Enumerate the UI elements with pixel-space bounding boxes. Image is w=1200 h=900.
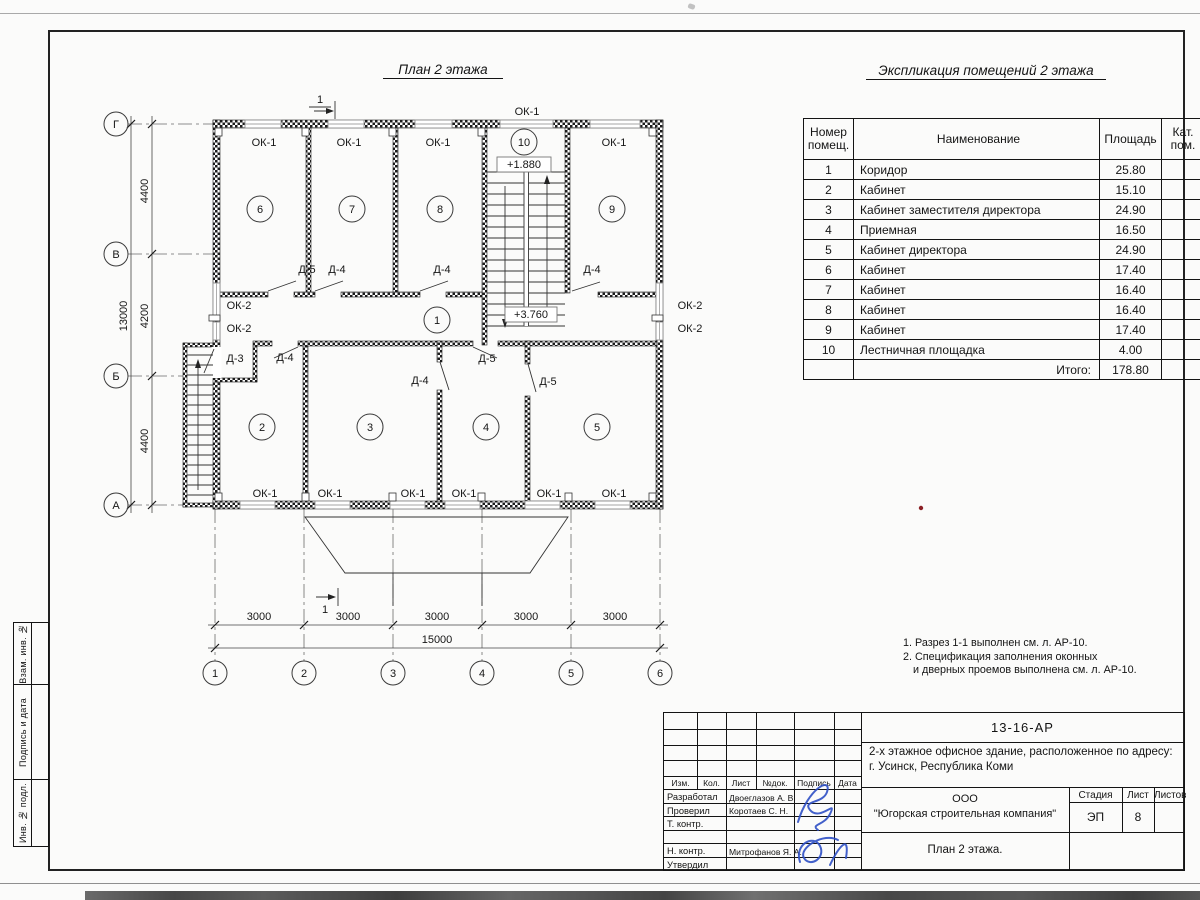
col-header-name: Наименование: [854, 119, 1100, 160]
side-stamp-label: Взам. инв. №: [17, 623, 28, 684]
door-label: Д-4: [411, 375, 429, 387]
dim-value: 13000: [118, 300, 130, 332]
side-stamp-label: Инв. № подл.: [17, 782, 28, 843]
table-cell: Кабинет: [854, 260, 1100, 280]
total-label: Итого:: [854, 360, 1100, 380]
side-stamp-section: [13, 622, 49, 684]
table-cell: [1162, 160, 1200, 180]
room-number: 8: [436, 204, 444, 216]
table-cell: 2: [804, 180, 854, 200]
table-cell: Кабинет: [854, 280, 1100, 300]
grid-bubble: 4: [478, 668, 486, 680]
table-cell: [1162, 200, 1200, 220]
table-total-row: [804, 360, 1200, 380]
doc-number: 13-16-АР: [991, 720, 1054, 735]
table-cell: 7: [804, 280, 854, 300]
table-row: [804, 260, 1200, 280]
table-cell: 16.40: [1100, 300, 1162, 320]
elevation-value: +1.880: [507, 159, 541, 171]
table-cell: 1: [804, 160, 854, 180]
table-cell: Лестничная площадка: [854, 340, 1100, 360]
dim-value: 3000: [335, 611, 361, 623]
table-cell: Коридор: [854, 160, 1100, 180]
drawing-notes: [903, 637, 1137, 678]
table-cell: 15.10: [1100, 180, 1162, 200]
signature-scribble: [798, 785, 832, 830]
window-label-ok2: ОК-2: [677, 323, 703, 335]
tb-role: Разработал: [667, 792, 718, 802]
room-number: 7: [348, 204, 356, 216]
table-row: [804, 200, 1200, 220]
table-row: [804, 280, 1200, 300]
table-cell: 4: [804, 220, 854, 240]
window-label-ok1: ОК-1: [601, 488, 627, 500]
door-label: Д-5: [298, 264, 316, 276]
stairs-main: [487, 172, 565, 328]
col-header-line: Номер: [810, 125, 847, 139]
table-cell: 24.90: [1100, 200, 1162, 220]
table-cell: Кабинет: [854, 320, 1100, 340]
table-cell: 16.40: [1100, 280, 1162, 300]
window-label-ok1: ОК-1: [252, 488, 278, 500]
table-cell: [1162, 220, 1200, 240]
table-cell: [1162, 280, 1200, 300]
sheet-label: Лист: [1127, 790, 1149, 801]
table-row: [804, 340, 1200, 360]
table-cell: 24.90: [1100, 240, 1162, 260]
table-row: [804, 220, 1200, 240]
side-stamp-label: Подпись и дата: [17, 697, 28, 767]
sheets-label: Листов: [1154, 790, 1187, 801]
room-number: 2: [258, 422, 266, 434]
dim-value: 4400: [139, 178, 151, 204]
sheet-title: План 2 этажа.: [927, 844, 1003, 856]
side-stamp-empty-cell: [32, 685, 48, 779]
note-line: 1. Разрез 1-1 выполнен см. л. АР-10.: [903, 637, 1088, 649]
col-header-line: Кат.: [1172, 125, 1194, 139]
door-label: Д-5: [478, 353, 496, 365]
window-label-ok1: ОК-1: [317, 488, 343, 500]
signature-scribble: [799, 838, 847, 865]
window-label-ok1: ОК-1: [451, 488, 477, 500]
door-label: Д-4: [583, 264, 601, 276]
signatures-overlay: [780, 770, 910, 875]
room-number: 6: [256, 204, 264, 216]
note-line: 2. Спецификация заполнения оконных: [903, 650, 1098, 663]
total-empty-cell: [804, 360, 854, 380]
tb-col-izm: Изм.: [671, 778, 690, 788]
grid-bubble: Г: [113, 119, 119, 131]
table-cell: 17.40: [1100, 260, 1162, 280]
stairs-external: [187, 355, 213, 495]
title-block: [663, 712, 1185, 871]
grid-bubble: 1: [211, 668, 219, 680]
grid-bubble: 6: [656, 668, 664, 680]
door-label: Д-4: [433, 264, 451, 276]
table-cell: Приемная: [854, 220, 1100, 240]
dim-value: 3000: [602, 611, 628, 623]
table-row: [804, 320, 1200, 340]
grid-bubble: А: [112, 500, 120, 512]
window-label-ok1: ОК-1: [251, 137, 277, 149]
total-value: 178.80: [1100, 360, 1162, 380]
tb-col-sign: Подпись: [797, 778, 831, 788]
tb-col-doc: №док.: [762, 778, 788, 788]
object-description-line2: г. Усинск, Республика Коми: [869, 761, 1014, 773]
side-stamp-label-cell: [14, 623, 32, 684]
table-cell: [1162, 180, 1200, 200]
table-row: [804, 180, 1200, 200]
room-number: 3: [366, 422, 374, 434]
section-marks: [309, 101, 338, 606]
side-stamp-empty-cell: [32, 623, 48, 684]
window-label-ok1: ОК-1: [601, 137, 627, 149]
sheet-value: 8: [1134, 810, 1142, 824]
door-label: Д-4: [276, 352, 294, 364]
explication-table: [803, 118, 1200, 380]
dim-value: 3000: [513, 611, 539, 623]
side-stamp-empty-cell: [32, 780, 48, 846]
total-empty-cell: [1162, 360, 1200, 380]
tb-col-kol: Кол.: [703, 778, 720, 788]
section-arrow: [326, 108, 334, 114]
door-label: Д-4: [328, 264, 346, 276]
stage-label: Стадия: [1078, 790, 1113, 801]
dim-value: 4200: [139, 303, 151, 329]
window-label-ok1: ОК-1: [425, 137, 451, 149]
room-number: 10: [517, 137, 531, 149]
dim-value: 3000: [246, 611, 272, 623]
table-cell: Кабинет: [854, 300, 1100, 320]
dim-value: 4400: [139, 428, 151, 454]
company-name-line1: ООО: [952, 793, 978, 805]
col-header-line: пом.: [1170, 138, 1196, 152]
table-cell: [1162, 260, 1200, 280]
window-label-ok1: ОК-1: [336, 137, 362, 149]
dim-value: 15000: [421, 634, 453, 646]
table-row: [804, 160, 1200, 180]
table-cell: 17.40: [1100, 320, 1162, 340]
grid-bubble: 2: [300, 668, 308, 680]
room-number: 5: [593, 422, 601, 434]
table-cell: [1162, 340, 1200, 360]
plan-circles: [104, 112, 672, 685]
elevation-value: +3.760: [514, 309, 548, 321]
section-mark-label: 1: [321, 604, 329, 616]
grid-bubble: В: [112, 249, 120, 261]
door-label: Д-5: [539, 376, 557, 388]
tb-role: Проверил: [667, 805, 710, 816]
table-cell: Кабинет заместителя директора: [854, 200, 1100, 220]
red-ink-dot: [919, 506, 923, 510]
window-label-ok2: ОК-2: [677, 300, 703, 312]
stage-value: ЭП: [1086, 810, 1105, 824]
table-cell: [1162, 240, 1200, 260]
table-row: [804, 300, 1200, 320]
window-label-ok2: ОК-2: [226, 300, 252, 312]
section-arrow: [328, 594, 336, 600]
interior-walls: [183, 128, 656, 507]
note-line: и дверных проемов выполнена см. л. АР-10.: [913, 664, 1137, 676]
tb-role: Утвердил: [667, 859, 709, 870]
dim-value: 3000: [424, 611, 450, 623]
col-header-area: Площадь: [1100, 119, 1162, 160]
table-cell: 6: [804, 260, 854, 280]
col-header-number: [804, 119, 854, 160]
window-label-ok1: ОК-1: [536, 488, 562, 500]
room-number: 1: [433, 315, 441, 327]
table-cell: [1162, 320, 1200, 340]
table-cell: 9: [804, 320, 854, 340]
table-cell: Кабинет директора: [854, 240, 1100, 260]
side-stamp-section: [13, 779, 49, 847]
table-cell: 8: [804, 300, 854, 320]
table-cell: 5: [804, 240, 854, 260]
window-label-ok2: ОК-2: [226, 323, 252, 335]
table-cell: Кабинет: [854, 180, 1100, 200]
side-stamp-label-cell: [14, 780, 32, 846]
table-cell: 10: [804, 340, 854, 360]
tb-role: Н. контр.: [667, 846, 706, 856]
table-cell: 25.80: [1100, 160, 1162, 180]
tb-col-date: Дата: [838, 778, 857, 788]
stair-up-arrow: [195, 359, 201, 368]
window-label-ok1: ОК-1: [400, 488, 426, 500]
plan-title: План 2 этажа: [383, 62, 503, 79]
grid-bubble: 5: [567, 668, 575, 680]
table-cell: 4.00: [1100, 340, 1162, 360]
company-name-line2: "Югорская строительная компания": [873, 808, 1057, 820]
tb-role-name: Митрофанов Я. А.: [729, 846, 802, 857]
room-number: 9: [608, 204, 616, 216]
table-cell: 16.50: [1100, 220, 1162, 240]
canopy-outline: [305, 517, 568, 606]
door-label: Д-3: [226, 353, 244, 365]
room-number: 4: [482, 422, 490, 434]
grid-bubble: 3: [389, 668, 397, 680]
col-header-category: [1162, 119, 1200, 160]
object-description-line1: 2-х этажное офисное здание, расположенное по адресу:: [869, 746, 1173, 758]
side-stamp-label-cell: [14, 685, 32, 779]
table-cell: 3: [804, 200, 854, 220]
explication-title: Экспликация помещений 2 этажа: [866, 63, 1106, 80]
tb-role-name: Двоеглазов А. В.: [729, 792, 796, 803]
col-header-line: помещ.: [807, 138, 850, 152]
side-stamp-section: [13, 684, 49, 779]
tb-col-list: Лист: [731, 778, 751, 788]
table-row: [804, 240, 1200, 260]
tb-role: Т. контр.: [667, 819, 704, 829]
grid-bubble: Б: [112, 371, 120, 383]
stair-up-arrow: [544, 175, 550, 184]
side-stamp: [13, 622, 49, 847]
window-label-ok1: ОК-1: [514, 106, 540, 118]
table-header-row: [804, 119, 1200, 160]
table-cell: [1162, 300, 1200, 320]
section-mark-label: 1: [316, 94, 324, 106]
tb-role-name: Коротаев С. Н.: [729, 806, 789, 816]
